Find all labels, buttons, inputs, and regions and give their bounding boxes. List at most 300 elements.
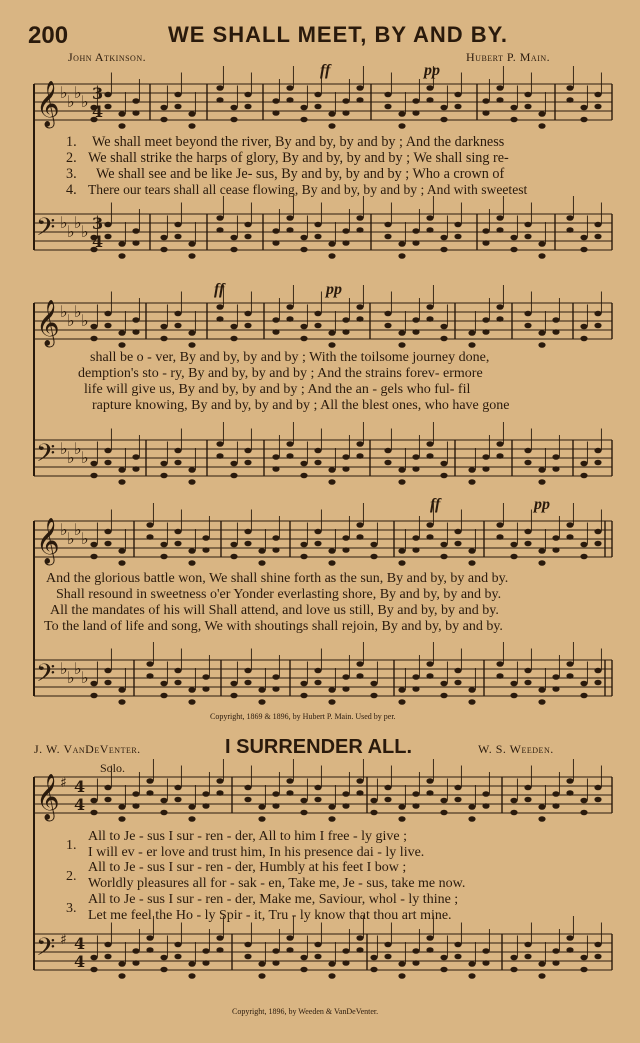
- note-head: [314, 222, 321, 228]
- note-head: [524, 541, 531, 547]
- note-head: [384, 323, 391, 329]
- note-head: [566, 215, 573, 221]
- note-head: [132, 228, 139, 234]
- note-head: [244, 797, 251, 803]
- note-head: [538, 973, 545, 979]
- note-head: [90, 554, 97, 560]
- note-head: [104, 954, 111, 960]
- note-head: [524, 323, 531, 329]
- note-head: [286, 304, 293, 310]
- note-head: [398, 253, 405, 259]
- flat-sign: ♭: [60, 520, 68, 539]
- note-head: [356, 85, 363, 91]
- note-head: [510, 105, 517, 111]
- note-head: [342, 791, 349, 797]
- note-head: [342, 803, 349, 809]
- note-head: [356, 673, 363, 679]
- note-head: [314, 541, 321, 547]
- note-head: [118, 241, 125, 247]
- note-head: [202, 674, 209, 680]
- note-head: [272, 228, 279, 234]
- note-head: [426, 778, 433, 784]
- note-head: [90, 955, 97, 961]
- note-head: [258, 699, 265, 705]
- note-head: [146, 534, 153, 540]
- verse-number: 2.: [66, 150, 77, 166]
- note-head: [118, 699, 125, 705]
- note-head: [468, 961, 475, 967]
- note-head: [398, 123, 405, 129]
- note-head: [244, 311, 251, 317]
- note-head: [468, 804, 475, 810]
- note-head: [104, 680, 111, 686]
- note-head: [272, 466, 279, 472]
- note-head: [230, 247, 237, 253]
- note-head: [300, 117, 307, 123]
- note-head: [594, 680, 601, 686]
- note-head: [510, 798, 517, 804]
- note-head: [552, 960, 559, 966]
- note-head: [566, 227, 573, 233]
- note-head: [118, 548, 125, 554]
- note-head: [538, 699, 545, 705]
- flat-sign: ♭: [81, 529, 89, 548]
- note-head: [132, 110, 139, 116]
- note-head: [356, 453, 363, 459]
- note-head: [188, 560, 195, 566]
- note-head: [328, 973, 335, 979]
- note-head: [104, 785, 111, 791]
- note-head: [314, 529, 321, 535]
- note-head: [230, 105, 237, 111]
- flat-sign: ♭: [74, 520, 82, 539]
- note-head: [538, 241, 545, 247]
- note-head: [538, 560, 545, 566]
- note-head: [524, 680, 531, 686]
- flat-sign: ♭: [60, 83, 68, 102]
- note-head: [188, 548, 195, 554]
- note-head: [580, 693, 587, 699]
- note-head: [580, 967, 587, 973]
- note-head: [482, 454, 489, 460]
- note-head: [426, 227, 433, 233]
- note-head: [132, 317, 139, 323]
- note-head: [146, 947, 153, 953]
- note-head: [370, 554, 377, 560]
- note-head: [258, 961, 265, 967]
- note-head: [356, 522, 363, 528]
- note-head: [174, 311, 181, 317]
- flat-sign: ♭: [60, 213, 68, 232]
- note-head: [272, 329, 279, 335]
- note-head: [202, 791, 209, 797]
- note-head: [286, 316, 293, 322]
- note-head: [314, 797, 321, 803]
- dynamic-ff: ff: [430, 496, 441, 513]
- note-head: [552, 791, 559, 797]
- note-head: [426, 522, 433, 528]
- note-head: [580, 336, 587, 342]
- note-head: [328, 687, 335, 693]
- note-head: [426, 97, 433, 103]
- note-head: [118, 342, 125, 348]
- treble-clef: 𝄞: [36, 300, 60, 346]
- flat-sign: ♭: [81, 222, 89, 241]
- time-signature: 4: [92, 232, 104, 251]
- note-head: [496, 97, 503, 103]
- note-head: [202, 535, 209, 541]
- note-head: [174, 954, 181, 960]
- flat-sign: ♭: [67, 448, 75, 467]
- note-head: [328, 479, 335, 485]
- note-head: [426, 534, 433, 540]
- note-head: [230, 473, 237, 479]
- note-head: [272, 803, 279, 809]
- note-head: [328, 804, 335, 810]
- note-head: [356, 97, 363, 103]
- note-head: [188, 479, 195, 485]
- note-head: [482, 110, 489, 116]
- note-head: [104, 942, 111, 948]
- flat-sign: ♭: [74, 659, 82, 678]
- note-head: [580, 235, 587, 241]
- note-head: [272, 547, 279, 553]
- note-head: [146, 790, 153, 796]
- note-head: [580, 324, 587, 330]
- note-head: [384, 222, 391, 228]
- note-head: [552, 948, 559, 954]
- note-head: [356, 947, 363, 953]
- note-head: [258, 560, 265, 566]
- note-head: [314, 104, 321, 110]
- time-signature: 4: [74, 934, 86, 953]
- lyric-line: Let me feel the Ho - ly Spir - it, Tru - ly know that thou art mine.: [88, 908, 452, 923]
- note-head: [468, 467, 475, 473]
- note-head: [440, 336, 447, 342]
- note-head: [538, 467, 545, 473]
- note-head: [580, 117, 587, 123]
- lyric-line: We shall strike the harps of glory, By and by, by and by ; We shall sing re-: [88, 150, 509, 166]
- dynamic-pp: pp: [326, 281, 342, 298]
- note-head: [328, 330, 335, 336]
- flat-sign: ♭: [81, 668, 89, 687]
- note-head: [272, 454, 279, 460]
- note-head: [272, 791, 279, 797]
- note-head: [440, 235, 447, 241]
- note-head: [174, 942, 181, 948]
- time-signature: 4: [74, 777, 86, 796]
- note-head: [90, 967, 97, 973]
- note-head: [440, 247, 447, 253]
- note-head: [524, 668, 531, 674]
- note-head: [398, 961, 405, 967]
- note-head: [398, 241, 405, 247]
- note-head: [286, 935, 293, 941]
- note-head: [174, 104, 181, 110]
- note-head: [426, 935, 433, 941]
- note-head: [244, 942, 251, 948]
- note-head: [510, 247, 517, 253]
- note-head: [314, 92, 321, 98]
- note-head: [244, 222, 251, 228]
- note-head: [524, 104, 531, 110]
- lyric-line: demption's sto - ry, By and by, by and by ; And the strains forev- ermore: [78, 366, 483, 381]
- note-head: [454, 785, 461, 791]
- flat-sign: ♭: [74, 302, 82, 321]
- note-head: [384, 448, 391, 454]
- note-head: [412, 791, 419, 797]
- note-head: [440, 967, 447, 973]
- note-head: [314, 668, 321, 674]
- flat-sign: ♭: [67, 668, 75, 687]
- note-head: [482, 948, 489, 954]
- note-head: [188, 111, 195, 117]
- lyric-line: shall be o - ver, By and by, by and by ; With the toilsome journey done,: [90, 350, 490, 365]
- note-head: [188, 342, 195, 348]
- note-head: [412, 535, 419, 541]
- note-head: [230, 117, 237, 123]
- note-head: [566, 947, 573, 953]
- note-head: [216, 790, 223, 796]
- note-head: [356, 534, 363, 540]
- note-head: [188, 816, 195, 822]
- note-head: [160, 324, 167, 330]
- note-head: [230, 693, 237, 699]
- note-head: [510, 693, 517, 699]
- note-head: [524, 234, 531, 240]
- note-head: [300, 798, 307, 804]
- hymn2-copyright: Copyright, 1896, by Weeden & VanDeVenter.: [232, 1007, 379, 1016]
- note-head: [370, 681, 377, 687]
- note-head: [552, 674, 559, 680]
- note-head: [538, 253, 545, 259]
- note-head: [454, 680, 461, 686]
- note-head: [342, 960, 349, 966]
- note-head: [524, 529, 531, 535]
- note-head: [90, 542, 97, 548]
- note-head: [510, 235, 517, 241]
- note-head: [552, 329, 559, 335]
- note-head: [468, 560, 475, 566]
- note-head: [90, 810, 97, 816]
- note-head: [188, 253, 195, 259]
- note-head: [342, 228, 349, 234]
- note-head: [580, 810, 587, 816]
- note-head: [174, 323, 181, 329]
- note-head: [566, 522, 573, 528]
- note-head: [524, 797, 531, 803]
- note-head: [496, 673, 503, 679]
- note-head: [510, 117, 517, 123]
- note-head: [104, 222, 111, 228]
- flat-sign: ♭: [67, 311, 75, 330]
- note-head: [468, 699, 475, 705]
- dynamic-pp: pp: [424, 62, 440, 79]
- note-head: [272, 674, 279, 680]
- note-head: [174, 680, 181, 686]
- note-head: [342, 948, 349, 954]
- bass-clef: 𝄢: [36, 933, 56, 968]
- note-head: [104, 797, 111, 803]
- note-head: [118, 560, 125, 566]
- note-head: [580, 554, 587, 560]
- note-head: [524, 92, 531, 98]
- note-head: [482, 98, 489, 104]
- note-head: [440, 693, 447, 699]
- note-head: [566, 534, 573, 540]
- verse-number: 3.: [66, 166, 77, 182]
- sharp-sign: ♯: [60, 775, 67, 791]
- note-head: [412, 686, 419, 692]
- time-signature: 4: [74, 795, 86, 814]
- note-head: [398, 804, 405, 810]
- note-head: [104, 234, 111, 240]
- note-head: [174, 541, 181, 547]
- note-head: [300, 810, 307, 816]
- note-head: [524, 311, 531, 317]
- hymn1-words-credit: John Atkinson.: [68, 50, 147, 64]
- note-head: [132, 454, 139, 460]
- note-head: [482, 329, 489, 335]
- note-head: [342, 674, 349, 680]
- note-head: [594, 785, 601, 791]
- note-head: [412, 454, 419, 460]
- note-head: [426, 441, 433, 447]
- note-head: [384, 797, 391, 803]
- note-head: [398, 687, 405, 693]
- note-head: [90, 681, 97, 687]
- note-head: [160, 247, 167, 253]
- note-head: [468, 342, 475, 348]
- verse-number: 1.: [66, 838, 77, 853]
- note-head: [370, 798, 377, 804]
- note-head: [594, 942, 601, 948]
- note-head: [384, 104, 391, 110]
- note-head: [468, 330, 475, 336]
- note-head: [538, 479, 545, 485]
- note-head: [118, 111, 125, 117]
- note-head: [118, 973, 125, 979]
- note-head: [188, 699, 195, 705]
- treble-clef: 𝄞: [36, 518, 60, 564]
- note-head: [244, 448, 251, 454]
- note-head: [188, 804, 195, 810]
- note-head: [398, 973, 405, 979]
- note-head: [454, 541, 461, 547]
- note-head: [468, 548, 475, 554]
- lyric-line: I will ev - er love and trust him, In his presence dai - ly live.: [88, 845, 425, 860]
- verse-number: 3.: [66, 901, 77, 916]
- note-head: [440, 554, 447, 560]
- note-head: [286, 947, 293, 953]
- flat-sign: ♭: [60, 659, 68, 678]
- note-head: [216, 316, 223, 322]
- note-head: [258, 973, 265, 979]
- note-head: [174, 785, 181, 791]
- note-head: [216, 85, 223, 91]
- note-head: [566, 790, 573, 796]
- note-head: [454, 92, 461, 98]
- note-head: [230, 681, 237, 687]
- note-head: [524, 460, 531, 466]
- note-head: [440, 542, 447, 548]
- note-head: [230, 554, 237, 560]
- note-head: [524, 942, 531, 948]
- note-head: [538, 961, 545, 967]
- note-head: [188, 330, 195, 336]
- lyric-line: All to Je - sus I sur - ren - der, Make me, Saviour, whol - ly thine ;: [88, 892, 459, 907]
- flat-sign: ♭: [74, 439, 82, 458]
- note-head: [328, 253, 335, 259]
- note-head: [398, 467, 405, 473]
- note-head: [342, 98, 349, 104]
- note-head: [118, 330, 125, 336]
- note-head: [398, 816, 405, 822]
- note-head: [426, 661, 433, 667]
- note-head: [538, 111, 545, 117]
- note-head: [342, 110, 349, 116]
- note-head: [398, 699, 405, 705]
- note-head: [594, 529, 601, 535]
- note-head: [300, 693, 307, 699]
- note-head: [244, 92, 251, 98]
- note-head: [356, 778, 363, 784]
- dynamic-ff: ff: [214, 281, 225, 298]
- note-head: [160, 810, 167, 816]
- note-head: [454, 104, 461, 110]
- time-signature: 3: [92, 214, 104, 233]
- note-head: [538, 330, 545, 336]
- note-head: [104, 323, 111, 329]
- note-head: [412, 329, 419, 335]
- note-head: [482, 317, 489, 323]
- note-head: [90, 693, 97, 699]
- note-head: [244, 323, 251, 329]
- note-head: [398, 479, 405, 485]
- note-head: [104, 460, 111, 466]
- lyric-line: To the land of life and song, We with shoutings shall rejoin, By and by, by and by.: [44, 619, 503, 634]
- note-head: [160, 542, 167, 548]
- note-head: [300, 955, 307, 961]
- time-signature: 3: [92, 84, 104, 103]
- note-head: [342, 686, 349, 692]
- note-head: [482, 791, 489, 797]
- note-head: [216, 227, 223, 233]
- flat-sign: ♭: [74, 83, 82, 102]
- bass-clef: 𝄢: [36, 439, 56, 474]
- note-head: [426, 316, 433, 322]
- note-head: [468, 973, 475, 979]
- note-head: [426, 790, 433, 796]
- note-head: [328, 560, 335, 566]
- note-head: [300, 105, 307, 111]
- note-head: [174, 668, 181, 674]
- note-head: [496, 85, 503, 91]
- note-head: [510, 554, 517, 560]
- note-head: [342, 454, 349, 460]
- note-head: [314, 460, 321, 466]
- note-head: [328, 123, 335, 129]
- note-head: [328, 111, 335, 117]
- note-head: [104, 448, 111, 454]
- note-head: [566, 935, 573, 941]
- note-head: [174, 448, 181, 454]
- note-head: [482, 960, 489, 966]
- note-head: [146, 673, 153, 679]
- note-head: [272, 948, 279, 954]
- note-head: [342, 466, 349, 472]
- note-head: [566, 661, 573, 667]
